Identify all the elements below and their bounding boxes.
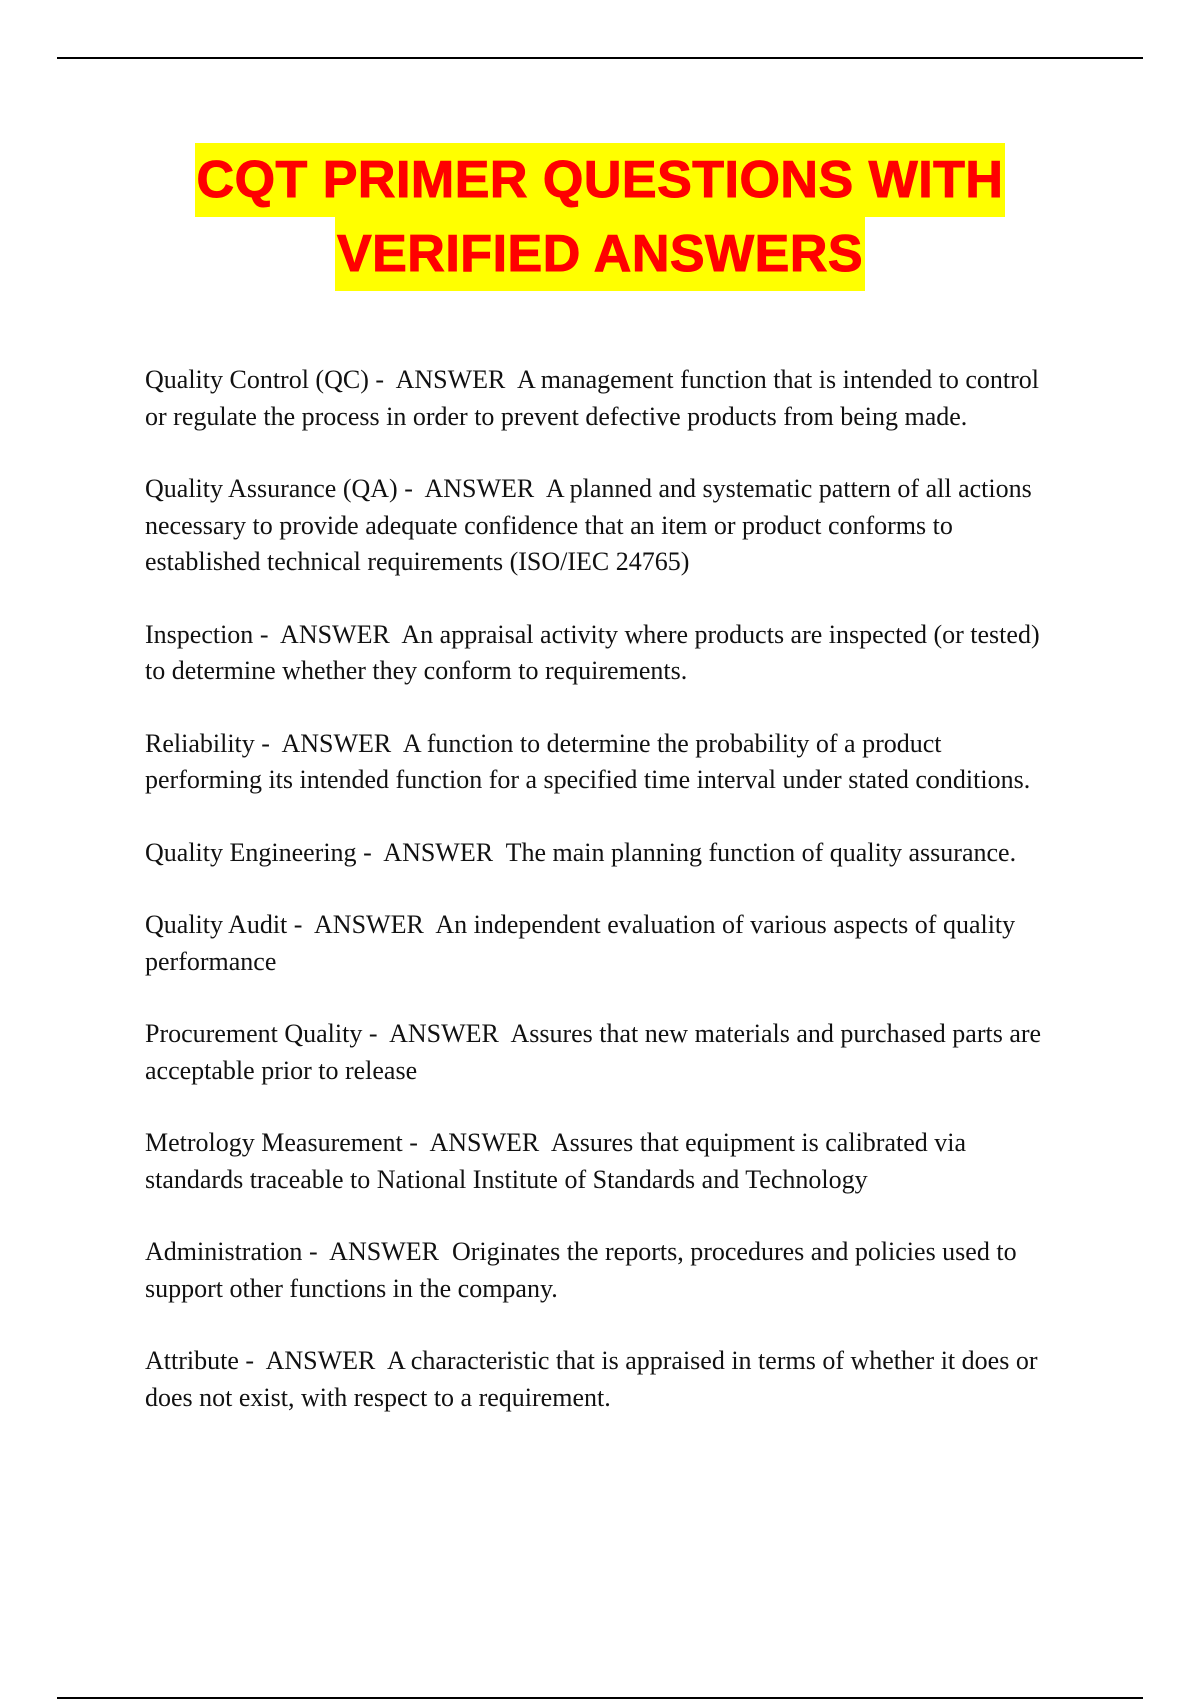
qa-entry-quality-engineering: Quality Engineering - ANSWER The main planning function of quality assurance. bbox=[145, 837, 1017, 867]
qa-entry-quality-assurance: Quality Assurance (QA) - ANSWER A planned and systematic pattern of all actions necessary to provide adequate confidence that an item or product conforms to established technical requirements (ISO/IEC 24765) bbox=[145, 474, 1032, 576]
bottom-divider bbox=[57, 1697, 1143, 1699]
entry-definition: Originates the reports, procedures and policies used to support other functions in the company. bbox=[145, 1237, 1017, 1303]
qa-entry-attribute: Attribute - ANSWER A characteristic that is appraised in terms of whether it does or does not exist, with respect to a requirement. bbox=[145, 1346, 1038, 1412]
answer-label: ANSWER bbox=[280, 619, 390, 649]
answer-label: ANSWER bbox=[429, 1128, 540, 1157]
title-line-1: CQT PRIMER QUESTIONS WITH bbox=[195, 143, 1006, 217]
entry-term: Quality Audit bbox=[145, 910, 288, 939]
qa-entry-inspection: Inspection - ANSWER An appraisal activity where products are inspected (or tested) to determine whether they conform to requirements. bbox=[145, 619, 1040, 685]
entry-term: Quality Control (QC) bbox=[145, 365, 369, 394]
answer-label: ANSWER bbox=[383, 837, 494, 867]
qa-entry-administration: Administration - ANSWER Originates the reports, procedures and policies used to support other functions in the company. bbox=[145, 1237, 1017, 1303]
entry-definition: The main planning function of quality assurance. bbox=[505, 837, 1017, 867]
answer-label: ANSWER bbox=[265, 1346, 376, 1375]
entry-definition: An independent evaluation of various aspects of quality performance bbox=[145, 910, 1016, 976]
entry-definition: Assures that equipment is calibrated via standards traceable to National Institute of Standards and Technology bbox=[145, 1128, 967, 1194]
entry-term: Metrology Measurement bbox=[145, 1128, 403, 1157]
document-title bbox=[0, 143, 1200, 291]
entry-term: Procurement Quality bbox=[145, 1019, 363, 1048]
answer-label: ANSWER bbox=[329, 1237, 439, 1266]
answer-label: ANSWER bbox=[314, 910, 424, 939]
entry-term: Quality Engineering bbox=[145, 837, 357, 867]
answer-label: ANSWER bbox=[281, 728, 392, 758]
qa-entry-reliability: Reliability - ANSWER A function to determine the probability of a product performing its intended function for a specified time interval under stated conditions. bbox=[145, 728, 1031, 794]
qa-entry-procurement-quality: Procurement Quality - ANSWER Assures that new materials and purchased parts are acceptable prior to release bbox=[145, 1019, 1042, 1085]
top-divider bbox=[57, 57, 1143, 59]
qa-entry-metrology-measurement: Metrology Measurement - ANSWER Assures that equipment is calibrated via standards traceable to National Institute of Standards and Technology bbox=[145, 1128, 967, 1194]
entry-definition: A management function that is intended to control or regulate the process in order to prevent defective products from being made. bbox=[145, 365, 1040, 431]
qa-entry-quality-audit: Quality Audit - ANSWER An independent evaluation of various aspects of quality performance bbox=[145, 910, 1016, 976]
title-line-2: VERIFIED ANSWERS bbox=[335, 217, 865, 291]
qa-entry-quality-control: Quality Control (QC) - ANSWER A management function that is intended to control or regulate the process in order to prevent defective products from being made. bbox=[145, 365, 1040, 431]
answer-label: ANSWER bbox=[424, 474, 535, 503]
answer-label: ANSWER bbox=[395, 365, 506, 394]
qa-entry-list bbox=[145, 362, 1060, 1452]
entry-term: Attribute bbox=[145, 1346, 239, 1375]
answer-label: ANSWER bbox=[389, 1019, 499, 1048]
entry-term: Inspection bbox=[145, 619, 254, 649]
entry-definition: Assures that new materials and purchased parts are acceptable prior to release bbox=[145, 1019, 1042, 1085]
entry-definition: An appraisal activity where products are inspected (or tested) to determine whether they conform to requirements. bbox=[145, 619, 1040, 685]
entry-definition: A function to determine the probability of a product performing its intended function for a specified time interval under stated conditions. bbox=[145, 728, 1031, 794]
entry-term: Quality Assurance (QA) bbox=[145, 474, 398, 503]
entry-definition: A planned and systematic pattern of all actions necessary to provide adequate confidence that an item or product conforms to established technical requirements (ISO/IEC 24765) bbox=[145, 474, 1032, 576]
entry-term: Administration bbox=[145, 1237, 303, 1266]
entry-definition: A characteristic that is appraised in terms of whether it does or does not exist, with respect to a requirement. bbox=[145, 1346, 1038, 1412]
entry-term: Reliability bbox=[145, 728, 255, 758]
